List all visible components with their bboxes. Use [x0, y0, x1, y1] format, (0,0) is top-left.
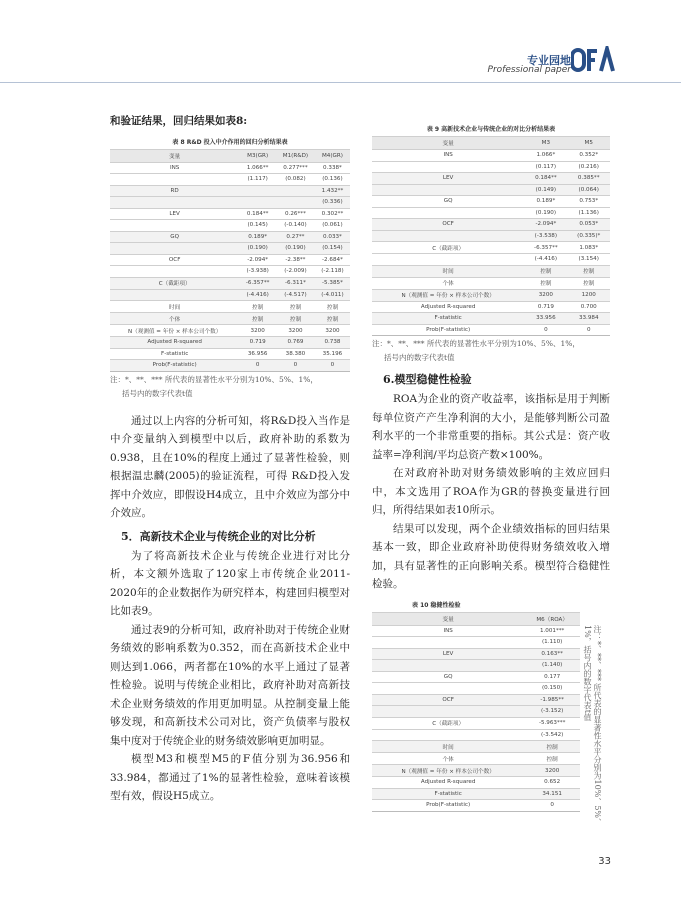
table8-cell [276, 197, 315, 209]
table8-cell: 3200 [276, 325, 315, 337]
table10-cell: OCF [372, 694, 524, 706]
table8-row [110, 313, 350, 325]
table10-cell: GQ [372, 671, 524, 683]
table8-row [110, 162, 350, 174]
table9-cell: F-statistic [372, 313, 524, 325]
table9-cell: N（观测值 = 年份 × 样本公司个数） [372, 289, 524, 301]
table9-cell: 控制 [567, 277, 610, 289]
table9-row [372, 207, 610, 219]
table8-cell: (-4.517) [276, 289, 315, 301]
table8-cell: (-4.011) [315, 289, 350, 301]
table8-cell: -2.38** [276, 254, 315, 266]
table8-cell: (0.190) [239, 243, 276, 255]
section-title-en: Professional paper [487, 65, 571, 75]
table8-cell: 0.26*** [276, 208, 315, 220]
table8-cell: 控制 [276, 301, 315, 313]
table9 [372, 136, 610, 336]
table9-cell: 0.053* [567, 219, 610, 231]
table10-cell: Prob(F-statistic) [372, 800, 524, 812]
table10-row [372, 660, 580, 672]
table9-cell: 控制 [524, 277, 567, 289]
table8-cell: 3200 [315, 325, 350, 337]
page-number: 33 [598, 856, 611, 867]
table8-row [110, 360, 350, 372]
table8-cell: 控制 [239, 313, 276, 325]
table8-cell [110, 243, 239, 255]
table8-note-2: 括号内的数字代表t值 [122, 388, 193, 398]
table8-cell: F-statistic [110, 348, 239, 360]
table10-side-note: 注：*、**、*** 所代表的显著性水平分别为10%、5%、1%，括号内的数字代表t值 [583, 625, 602, 827]
table10-cell: 时间 [372, 741, 524, 753]
heading-section-6: 6.模型稳健性检验 [383, 373, 472, 386]
table8-cell: 0.184** [239, 208, 276, 220]
table8-cell: 0.189* [239, 231, 276, 243]
table9-header-cell: 变量 [372, 137, 524, 150]
table10-cell: N（观测值 = 年份 × 样本公司个数） [372, 765, 524, 777]
table9-cell: (-3.538) [524, 230, 567, 242]
table10-cell: (-3.542) [524, 729, 580, 741]
table8-cell: (0.190) [276, 243, 315, 255]
table9-cell: 0.719 [524, 301, 567, 313]
table8-cell: GQ [110, 231, 239, 243]
table10-header-cell: M6（ROA） [524, 612, 580, 625]
table10-cell: -1.985** [524, 694, 580, 706]
table10-row [372, 765, 580, 777]
table9-cell: 0.700 [567, 301, 610, 313]
table10-row [372, 777, 580, 789]
table10-row [372, 648, 580, 660]
table8-cell: (-3.938) [239, 266, 276, 278]
table10-cell [372, 637, 524, 649]
table10-header-row [372, 612, 580, 625]
table10-cell: 个体 [372, 753, 524, 765]
table8-cell: 1.066** [239, 162, 276, 174]
table8-cell: Adjusted R-squared [110, 337, 239, 349]
table8-cell: (-2.118) [315, 266, 350, 278]
table9-row [372, 184, 610, 196]
table9-cell: 0.385** [567, 173, 610, 185]
table10-cell: LEV [372, 648, 524, 660]
table10-cell: 0.163** [524, 648, 580, 660]
heading-section-5: 5．高新技术企业与传统企业的对比分析 [121, 529, 316, 543]
table8-cell: 0.769 [276, 337, 315, 349]
table8-cell: 0 [276, 360, 315, 372]
left-paragraph-1: 通过以上内容的分析可知，将R&D投入当作是中介变量纳入到模型中以后，政府补助的系数为0.938，且在10%的程度上通过了显著性检验，则根据温忠麟(2005)的验证流程，可得 R&D投入发挥中介效应，即假设H4成立，且中介效应为部分中介效应。 [110, 414, 350, 519]
table9-cell: 1200 [567, 289, 610, 301]
table8-cell: 1.432** [315, 185, 350, 197]
table10-cell: 控制 [524, 753, 580, 765]
table9-title: 表 9 高新技术企业与传统企业的对比分析结果表 [426, 126, 556, 133]
table8-cell: 0.302** [315, 208, 350, 220]
table9-cell [372, 184, 524, 196]
table10-row [372, 637, 580, 649]
table9-note-1: 注：*、**、*** 所代表的显著性水平分别为10%、5%、1%， [372, 339, 580, 348]
table10-cell: C（截距项） [372, 717, 524, 729]
table9-row [372, 254, 610, 266]
table9-cell: -2.094* [524, 219, 567, 231]
table9-row [372, 242, 610, 254]
table10-row [372, 717, 580, 729]
table9-cell: 1.083* [567, 242, 610, 254]
table10-row [372, 729, 580, 741]
table9-cell: (1.136) [567, 207, 610, 219]
table9-header-cell: M3 [524, 137, 567, 150]
table9-cell: Adjusted R-squared [372, 301, 524, 313]
table8-row [110, 325, 350, 337]
table9-cell: 33.956 [524, 313, 567, 325]
table9-row [372, 301, 610, 313]
table10-cell: 3200 [524, 765, 580, 777]
table8-cell: LEV [110, 208, 239, 220]
left-paragraph-4: 模型M3和模型M5的F值分别为36.956和33.984，都通过了1%的显著性检验，意味着该模型有效，假设H5成立。 [110, 753, 350, 802]
table10-cell: Adjusted R-squared [372, 777, 524, 789]
table10-title: 表 10 稳健性检验 [412, 601, 461, 609]
table8-cell: 36.956 [239, 348, 276, 360]
table9-header-cell: M5 [567, 137, 610, 150]
table10-header-cell: 变量 [372, 612, 524, 625]
table8-row [110, 277, 350, 289]
table8-row [110, 266, 350, 278]
table10-row [372, 741, 580, 753]
table8-cell: (0.061) [315, 220, 350, 232]
table9-cell: 0 [524, 324, 567, 336]
section-title-cn: 专业园地 [527, 54, 571, 67]
table10-cell: 34.151 [524, 788, 580, 800]
table8-cell [239, 197, 276, 209]
table8-title: 表 8 R&D 投入中介作用的回归分析结果表 [172, 138, 288, 146]
table9-cell [372, 230, 524, 242]
table8-cell [110, 220, 239, 232]
table8-cell [110, 197, 239, 209]
table8-cell [110, 266, 239, 278]
table10-row [372, 671, 580, 683]
table8-cell: (1.117) [239, 174, 276, 186]
table8-cell: (0.082) [276, 174, 315, 186]
table8-row [110, 301, 350, 313]
table8-cell: 0.338* [315, 162, 350, 174]
table8-note-1: 注：*、**、*** 所代表的显著性水平分别为10%、5%、1%， [110, 374, 318, 384]
table8-row [110, 220, 350, 232]
table8-cell: 控制 [276, 313, 315, 325]
journal-logo [571, 46, 615, 74]
table8-cell: -6.311* [276, 277, 315, 289]
table9-cell: (3.154) [567, 254, 610, 266]
table10-cell: INS [372, 625, 524, 637]
right-paragraph-3: 结果可以发现，两个企业绩效指标的回归结果基本一致，即企业政府补助使得财务绩效收入增加，具有显著性的正向影响关系。模型符合稳健性检验。 [372, 522, 610, 590]
table9-cell: (0.117) [524, 161, 567, 173]
right-paragraph-2: 在对政府补助对财务绩效影响的主效应回归中，本文选用了ROA作为GR的替换变量进行回归，所得结果如表10所示。 [372, 467, 610, 516]
right-paragraph-1: ROA为企业的资产收益率，该指标是用于判断每单位资产产生净利润的大小，是能够判断公司盈利水平的一个非常重要的指标。其公式是：资产收益率=净利润/平均总资产数×100%。 [372, 393, 610, 461]
table9-cell: (0.335)* [567, 230, 610, 242]
table8-cell: (-2.009) [276, 266, 315, 278]
table8-header-cell: 变量 [110, 149, 239, 162]
table8-row [110, 174, 350, 186]
table9-cell: INS [372, 150, 524, 162]
table9-cell: 33.984 [567, 313, 610, 325]
table8-row [110, 348, 350, 360]
table9-cell: 控制 [524, 265, 567, 277]
table9-row [372, 289, 610, 301]
table10-row [372, 788, 580, 800]
table8-cell: 35.196 [315, 348, 350, 360]
table8 [110, 149, 350, 372]
table8-cell: OCF [110, 254, 239, 266]
table8-cell: -2.684* [315, 254, 350, 266]
table9-row [372, 150, 610, 162]
table8-cell: 38.380 [276, 348, 315, 360]
table8-cell: Prob(F-statistic) [110, 360, 239, 372]
table8-header-cell: M1(R&D) [276, 149, 315, 162]
table9-cell: 控制 [567, 265, 610, 277]
table9-cell [372, 207, 524, 219]
table9-cell: C（截距项） [372, 242, 524, 254]
table8-cell: (0.136) [315, 174, 350, 186]
table8-cell: C（截距项） [110, 277, 239, 289]
table8-cell: 0.27** [276, 231, 315, 243]
table8-cell: 个体 [110, 313, 239, 325]
table8-cell: N（观测值 = 年份 × 样本公司个数） [110, 325, 239, 337]
table8-cell: 控制 [315, 301, 350, 313]
table8-cell: (0.145) [239, 220, 276, 232]
table10-cell: 0.652 [524, 777, 580, 789]
table10-row [372, 706, 580, 718]
table9-cell: GQ [372, 196, 524, 208]
table8-cell: 0.033* [315, 231, 350, 243]
left-column [110, 112, 350, 806]
table9-cell: 0.189* [524, 196, 567, 208]
table8-cell: 0 [315, 360, 350, 372]
table9-cell: 0 [567, 324, 610, 336]
table9-cell: Prob(F-statistic) [372, 324, 524, 336]
table9-cell: LEV [372, 173, 524, 185]
table9-cell [372, 161, 524, 173]
table8-cell: 0 [239, 360, 276, 372]
table8-cell: -2.094* [239, 254, 276, 266]
table10-cell: (-3.152) [524, 706, 580, 718]
table8-cell: (-4.416) [239, 289, 276, 301]
table8-cell: 控制 [239, 301, 276, 313]
table10-cell: 控制 [524, 741, 580, 753]
table10-cell: 1.001*** [524, 625, 580, 637]
table8-cell: RD [110, 185, 239, 197]
table8-header-row [110, 149, 350, 162]
table8-row [110, 337, 350, 349]
table9-cell: (0.149) [524, 184, 567, 196]
table10-cell [372, 660, 524, 672]
table10-cell [372, 683, 524, 695]
table9-cell: (-4.416) [524, 254, 567, 266]
table8-cell [276, 185, 315, 197]
table10-cell: -5.963*** [524, 717, 580, 729]
table10-cell: (1.140) [524, 660, 580, 672]
table9-cell: (0.190) [524, 207, 567, 219]
table9-row [372, 324, 610, 336]
table8-cell [110, 289, 239, 301]
table9-cell [372, 254, 524, 266]
table9-row [372, 173, 610, 185]
table8-row [110, 289, 350, 301]
table8-cell: 0.277*** [276, 162, 315, 174]
table8-cell: (0.154) [315, 243, 350, 255]
table8-row [110, 197, 350, 209]
table8-cell: 0.719 [239, 337, 276, 349]
table8-cell: (-0.140) [276, 220, 315, 232]
table8-header-cell: M3(GR) [239, 149, 276, 162]
table9-cell: 时间 [372, 265, 524, 277]
table8-cell: INS [110, 162, 239, 174]
table8-cell [239, 185, 276, 197]
right-column [372, 112, 610, 812]
table10-row [372, 625, 580, 637]
table9-cell: 0.184** [524, 173, 567, 185]
table10-cell: F-statistic [372, 788, 524, 800]
table9-row [372, 277, 610, 289]
table9-row [372, 313, 610, 325]
table10-cell: 0.177 [524, 671, 580, 683]
table8-cell: 3200 [239, 325, 276, 337]
table9-cell: OCF [372, 219, 524, 231]
table8-row [110, 254, 350, 266]
table9-row [372, 230, 610, 242]
table8-cell: -6.357** [239, 277, 276, 289]
table8-header-cell: M4(GR) [315, 149, 350, 162]
header-rule [0, 82, 681, 83]
table10-cell: (0.150) [524, 683, 580, 695]
table10-row [372, 753, 580, 765]
table10-row [372, 683, 580, 695]
table9-row [372, 219, 610, 231]
table10-cell: 0 [524, 800, 580, 812]
table9-cell: 0.352* [567, 150, 610, 162]
table9-row [372, 265, 610, 277]
table9-cell: -6.357** [524, 242, 567, 254]
table8-row [110, 185, 350, 197]
table9-cell: 3200 [524, 289, 567, 301]
table10-row [372, 800, 580, 812]
left-paragraph-2: 为了将高新技术企业与传统企业进行对比分析，本文额外选取了120家上市传统企业2011-2020年的企业数据作为研究样本，构建回归模型对比如表9。 [110, 549, 350, 617]
table9-header-row [372, 137, 610, 150]
page-header [0, 0, 681, 80]
table9-cell: (0.216) [567, 161, 610, 173]
table8-row [110, 231, 350, 243]
table8-row [110, 208, 350, 220]
table9-cell: 个体 [372, 277, 524, 289]
table10-cell [372, 729, 524, 741]
table9-cell: 1.066* [524, 150, 567, 162]
table8-cell: (0.336) [315, 197, 350, 209]
table8-cell: 0.738 [315, 337, 350, 349]
table10 [372, 612, 580, 812]
table10-cell: (1.110) [524, 637, 580, 649]
table9-cell: (0.064) [567, 184, 610, 196]
table9-row [372, 161, 610, 173]
table10-row [372, 694, 580, 706]
left-paragraph-3: 通过表9的分析可知，政府补助对于传统企业财务绩效的影响系数为0.352，而在高新技术企业中则达到1.066，两者都在10%的水平上通过了显著性检验。说明与传统企业相比，政府补助对高新技术企业财务绩效的作用更加明显。从控制变量上能够发现，和高新技术公司对比，资产负债率与股权集中度对于传统企业的财务绩效影响更加明显。 [110, 623, 350, 747]
table8-cell: 控制 [315, 313, 350, 325]
table9-note-2: 括号内的数字代表t值 [384, 353, 455, 362]
table9-cell: 0.753* [567, 196, 610, 208]
table8-cell [110, 174, 239, 186]
table8-cell: -5.385* [315, 277, 350, 289]
table10-cell [372, 706, 524, 718]
table8-row [110, 243, 350, 255]
left-intro: 和验证结果，回归结果如表8: [110, 115, 248, 127]
table9-row [372, 196, 610, 208]
table8-cell: 时间 [110, 301, 239, 313]
